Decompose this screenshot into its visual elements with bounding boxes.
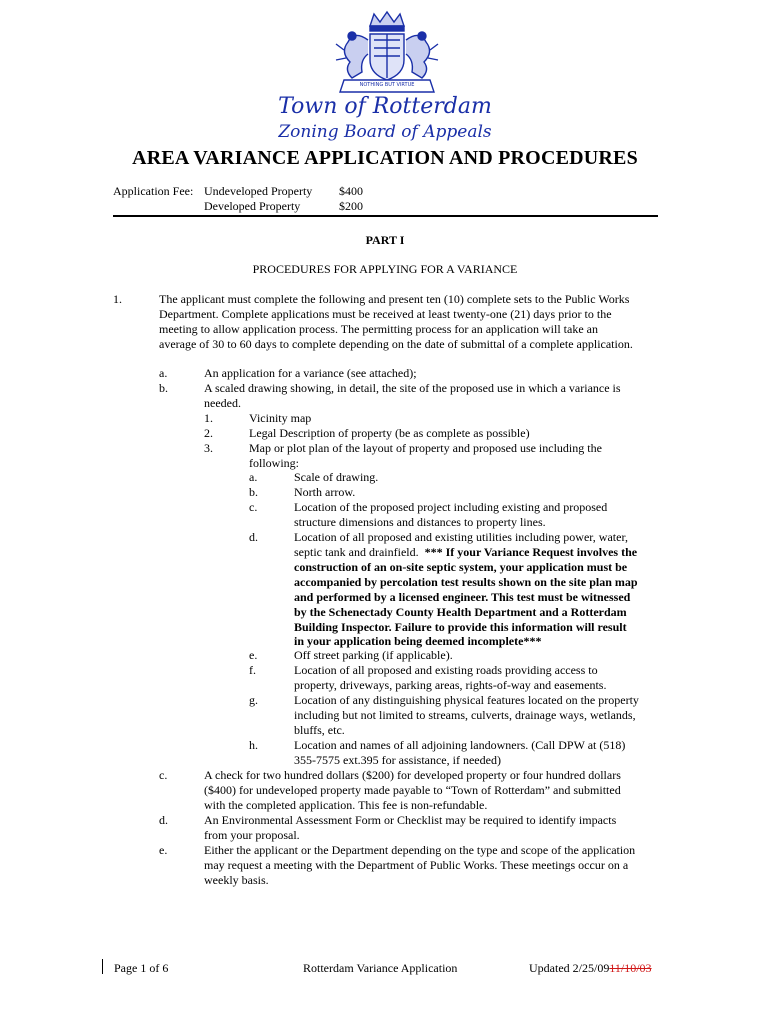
plan-text: Scale of drawing. xyxy=(294,470,379,484)
septic-warning: construction of an on-site septic system, your application must be xyxy=(294,560,628,574)
footer-change-bar xyxy=(102,959,103,974)
page-number: Page 1 of 6 xyxy=(114,961,169,975)
list-number: 2. xyxy=(204,426,213,440)
sub-text: An Environmental Assessment Form or Checklist may be required to identify impacts xyxy=(204,813,617,827)
fee-amount-developed: $200 xyxy=(339,199,363,213)
sub-text: needed. xyxy=(204,396,241,410)
item1-line: Department. Complete applications must be received at least twenty-one (21) days prior to the xyxy=(159,307,612,321)
sub-text: weekly basis. xyxy=(204,873,269,887)
crest-banner-text: NOTHING BUT VIRTUE xyxy=(359,82,415,88)
plan-label: g. xyxy=(249,693,258,707)
section-heading: PROCEDURES FOR APPLYING FOR A VARIANCE xyxy=(252,262,518,276)
list-number: 1. xyxy=(204,411,213,425)
plan-text: Location of all proposed and existing roads providing access to xyxy=(294,663,598,677)
town-name: Town of Rotterdam xyxy=(278,94,492,119)
septic-warning: *** If your Variance Request involves the xyxy=(424,545,638,559)
plan-text: bluffs, etc. xyxy=(294,723,345,737)
fee-type-undeveloped: Undeveloped Property xyxy=(204,184,313,198)
septic-warning: Building Inspector. Failure to provide this information will result xyxy=(294,620,627,634)
sub-label: b. xyxy=(159,381,168,395)
list-item: following: xyxy=(249,456,299,470)
list-item: Legal Description of property (be as complete as possible) xyxy=(249,426,530,440)
plan-text-plain: septic tank and drainfield. xyxy=(294,545,419,559)
septic-warning: and performed by a licensed engineer. This test must be witnessed xyxy=(294,590,631,604)
sub-text: An application for a variance (see attached); xyxy=(204,366,417,380)
struck-date: 11/10/03 xyxy=(609,961,652,975)
plan-label: d. xyxy=(249,530,258,544)
plan-label: h. xyxy=(249,738,258,752)
list-item: Map or plot plan of the layout of property and proposed use including the xyxy=(249,441,602,455)
septic-warning: by the Schenectady County Health Department and a Rotterdam xyxy=(294,605,627,619)
plan-label: c. xyxy=(249,500,258,514)
sub-text: Either the applicant or the Department depending on the type and scope of the application xyxy=(204,843,636,857)
plan-text: structure dimensions and distances to property lines. xyxy=(294,515,546,529)
fee-label: Application Fee: xyxy=(113,184,194,198)
septic-warning: accompanied by percolation test results shown on the site plan map xyxy=(294,575,638,589)
updated-date: Updated 2/25/09 xyxy=(529,961,610,975)
town-crest-logo xyxy=(330,10,444,96)
plan-label: e. xyxy=(249,648,258,662)
plan-text: Location of the proposed project including existing and proposed xyxy=(294,500,608,514)
plan-label: a. xyxy=(249,470,258,484)
part-heading: PART I xyxy=(365,233,405,247)
fee-amount-undeveloped: $400 xyxy=(339,184,363,198)
plan-label: f. xyxy=(249,663,256,677)
item1-line: The applicant must complete the following and present ten (10) complete sets to the Public Works xyxy=(159,292,630,306)
plan-text: Location of all proposed and existing utilities including power, water, xyxy=(294,530,628,544)
footer-updated xyxy=(529,961,652,976)
list-item: Vicinity map xyxy=(249,411,312,425)
sub-label: a. xyxy=(159,366,168,380)
page-title: AREA VARIANCE APPLICATION AND PROCEDURES xyxy=(132,147,638,169)
plan-text: including but not limited to streams, culverts, drainage ways, wetlands, xyxy=(294,708,636,722)
fee-type-developed: Developed Property xyxy=(204,199,301,213)
sub-text: ($400) for undeveloped property made payable to “Town of Rotterdam” and submitted xyxy=(204,783,621,797)
sub-text: A check for two hundred dollars ($200) for developed property or four hundred dollars xyxy=(204,768,621,782)
item-number: 1. xyxy=(113,292,122,306)
plan-text xyxy=(294,545,637,560)
plan-label: b. xyxy=(249,485,258,499)
item1-line: average of 30 to 60 days to complete depending on the date of submittal of a complete application. xyxy=(159,337,633,351)
sub-label: c. xyxy=(159,768,168,782)
septic-warning: in your application being deemed incomplete*** xyxy=(294,634,542,648)
plan-text: Location of any distinguishing physical features located on the property xyxy=(294,693,639,707)
board-name: Zoning Board of Appeals xyxy=(278,122,492,142)
sub-text: from your proposal. xyxy=(204,828,300,842)
sub-label: d. xyxy=(159,813,168,827)
sub-text: with the completed application. This fee is non-refundable. xyxy=(204,798,488,812)
plan-text: Location and names of all adjoining landowners. (Call DPW at (518) xyxy=(294,738,626,752)
item1-line: meeting to allow application process. The permitting process for an application will take an xyxy=(159,322,598,336)
plan-text: 355-7575 ext.395 for assistance, if needed) xyxy=(294,753,501,767)
divider xyxy=(113,215,658,217)
plan-text: property, driveways, parking areas, rights-of-way and easements. xyxy=(294,678,607,692)
plan-text: Off street parking (if applicable). xyxy=(294,648,453,662)
list-number: 3. xyxy=(204,441,213,455)
sub-text: A scaled drawing showing, in detail, the site of the proposed use in which a variance is xyxy=(204,381,621,395)
plan-text: North arrow. xyxy=(294,485,356,499)
sub-label: e. xyxy=(159,843,168,857)
footer-doc-title: Rotterdam Variance Application xyxy=(303,961,458,975)
sub-text: may request a meeting with the Department of Public Works. These meetings occur on a xyxy=(204,858,629,872)
